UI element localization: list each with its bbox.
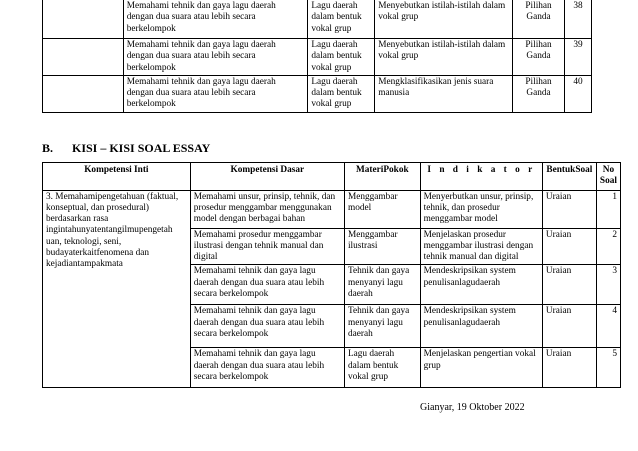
materi-cell: Lagu daerah dalam bentuk vokal grup [308,0,375,39]
materi-cell: Menggambar model [344,190,420,228]
kd-cell: Memahami tehnik dan gaya lagu daerah dengan dua suara atau lebih secara berkelompok [123,75,308,112]
no-cell: 38 [565,0,592,39]
materi-cell: Menggambar ilustrasi [344,228,420,265]
indikator-cell: Menjelaskan pengertian vokal grup [420,348,542,388]
kd-cell: Memahami unsur, prinsip, tehnik, dan prosedur menggambar menggunakan model dengan berbagai bahan [190,190,344,228]
indikator-cell: Menyebutkan istilah-istilah dalam vokal grup [375,39,513,76]
no-cell: 1 [596,190,620,228]
no-cell: 40 [565,75,592,112]
ki-cell-empty [43,0,124,39]
bentuk-cell: Uraian [542,265,596,305]
indikator-cell: Menyerbutkan unsur, prinsip, tehnik, dan prosedur menggambar model [420,190,542,228]
ki-cell-empty [43,75,124,112]
table-row [43,39,592,76]
header-kd: Kompetensi Dasar [190,163,344,191]
kd-cell: Memahami tehnik dan gaya lagu daerah dengan dua suara atau lebih secara berkelompok [190,348,344,388]
essay-table-body [43,190,621,388]
header-row [43,163,621,191]
no-cell: 2 [596,228,620,265]
section-number: B. [42,141,54,155]
bentuk-cell: Pilihan Ganda [513,39,565,76]
bentuk-cell: Uraian [542,190,596,228]
indikator-cell: Mendeskripsikan system penulisanlagudaerah [420,265,542,305]
no-cell: 5 [596,348,620,388]
bentuk-cell: Uraian [542,228,596,265]
indikator-cell: Mendeskripsikan system penulisanlagudaerah [420,305,542,348]
section-heading [42,141,210,156]
bentuk-cell: Pilihan Ganda [513,75,565,112]
indikator-cell: Menjelaskan prosedur menggambar ilustrasi dengan tehnik manual dan digital [420,228,542,265]
table-row [43,190,621,228]
materi-cell: Lagu daerah dalam bentuk vokal grup [308,39,375,76]
essay-table-header [43,163,621,191]
no-cell: 3 [596,265,620,305]
header-bentuk: BentukSoal [542,163,596,191]
section-title: KISI – KISI SOAL ESSAY [72,141,211,155]
bentuk-cell: Uraian [542,348,596,388]
materi-cell: Tehnik dan gaya menyanyi lagu daerah [344,265,420,305]
kd-cell: Memahami tehnik dan gaya lagu daerah dengan dua suara atau lebih secara berkelompok [190,265,344,305]
materi-cell: Lagu daerah dalam bentuk vokal grup [308,75,375,112]
kd-cell: Memahami tehnik dan gaya lagu daerah dengan dua suara atau lebih secara berkelompok [123,0,308,39]
header-no: No Soal [596,163,620,191]
materi-cell: Tehnik dan gaya menyanyi lagu daerah [344,305,420,348]
bentuk-cell: Pilihan Ganda [513,0,565,39]
kd-cell: Memahami tehnik dan gaya lagu daerah dengan dua suara atau lebih secara berkelompok [190,305,344,348]
place-date: Gianyar, 19 Oktober 2022 [420,402,525,413]
no-cell: 39 [565,39,592,76]
multiple-choice-table [42,0,592,113]
kd-cell: Memahami prosedur menggambar ilustrasi dengan tehnik manual dan digital [190,228,344,265]
header-materi: MateriPokok [344,163,420,191]
multiple-choice-table-body [43,0,592,112]
indikator-cell: Menyebutkan istilah-istilah dalam vokal grup [375,0,513,39]
table-row [43,0,592,39]
bentuk-cell: Uraian [542,305,596,348]
indikator-cell: Mengklasifikasikan jenis suara manusia [375,75,513,112]
ki-cell: 3. Memahamipengetahuan (faktual, konseptual, dan prosedural) berdasarkan rasa ingintahunyatentangilmupengetah uan, teknologi, seni, budayaterkaitfenomena dan kejadiantampakmata [43,190,191,388]
header-indikator: I n d i k a t o r [420,163,542,191]
materi-cell: Lagu daerah dalam bentuk vokal grup [344,348,420,388]
ki-cell-empty [43,39,124,76]
no-cell: 4 [596,305,620,348]
header-ki: Kompetensi Inti [43,163,191,191]
essay-grid-table [42,162,621,388]
table-row [43,75,592,112]
kd-cell: Memahami tehnik dan gaya lagu daerah dengan dua suara atau lebih secara berkelompok [123,39,308,76]
